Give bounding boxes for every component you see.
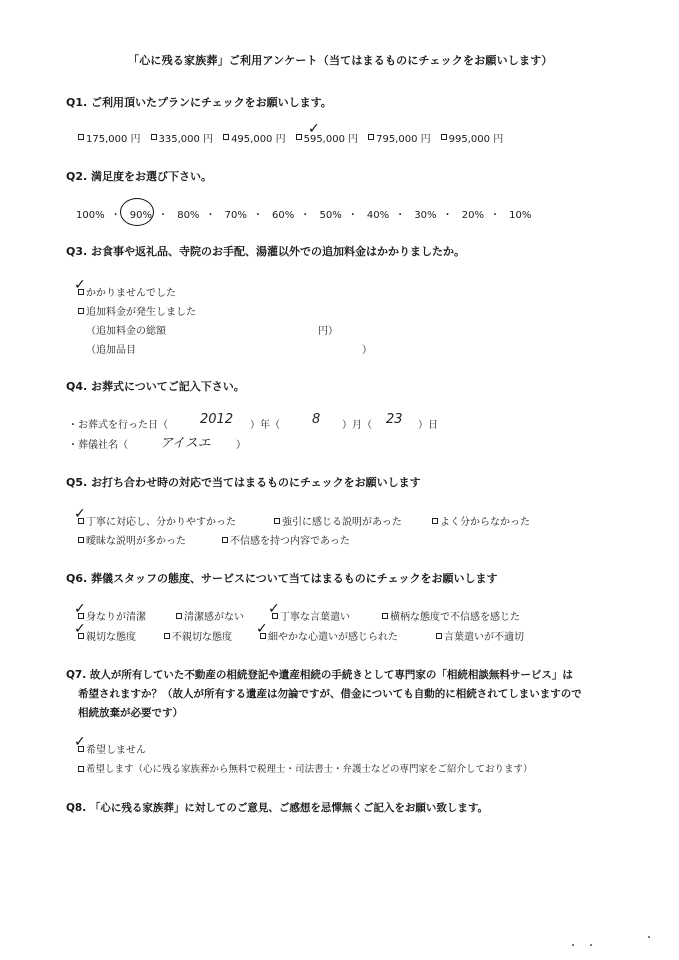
q6-option-unkind[interactable]: 不親切な態度 (164, 628, 232, 643)
q2-option-90[interactable]: 90% (129, 210, 153, 221)
q2-label: Q2. 満足度をお選び下さい。 (66, 170, 213, 183)
q7-label-line2: 希望されますか？（故人が所有する遺産は勿論ですが、借金についても自動的に相続されてしまいますので (78, 688, 582, 700)
q5-option-unclear[interactable]: よく分からなかった (432, 513, 530, 528)
checkbox-icon[interactable] (78, 537, 84, 543)
q1-label: Q1. ご利用頂いたプランにチェックをお願いします。 (66, 96, 332, 109)
q1-option-795000[interactable]: 795,000 円 (368, 130, 431, 145)
q6-option-arrogant[interactable]: 横柄な態度で不信感を感じた (382, 608, 520, 623)
q6-label: Q6. 葬儀スタッフの態度、サービスについて当てはまるものにチェックをお願いします (66, 572, 498, 585)
q5-option-polite[interactable]: 丁寧に対応し、分かりやすかった (78, 513, 236, 528)
checkbox-icon[interactable] (78, 766, 84, 772)
q6-option-clean[interactable]: 身なりが清潔 (78, 608, 146, 623)
checkbox-icon[interactable] (222, 537, 228, 543)
q7-option-yes[interactable]: 希望します（心に残る家族葬から無料で税理士・司法書士・弁護士などの専門家をご紹介しております） (78, 761, 533, 775)
q4-month-unit: ）月（ (342, 420, 372, 431)
q7-option-no[interactable]: 希望しません (78, 741, 146, 756)
q1-option-995000[interactable]: 995,000 円 (441, 130, 504, 145)
q3-items-label: （追加品目 (86, 345, 136, 356)
scan-speck (590, 944, 592, 946)
checkbox-icon[interactable] (176, 613, 182, 619)
q1-option-335000[interactable]: 335,000 円 (151, 130, 214, 145)
q4-company-close: ） (236, 440, 246, 451)
q4-day-unit: ）日 (418, 420, 438, 431)
checkbox-icon[interactable] (441, 134, 447, 140)
checkbox-icon[interactable] (432, 518, 438, 524)
q6-option-polite-words[interactable]: 丁寧な言葉遣い (272, 608, 350, 623)
checkbox-icon[interactable] (223, 134, 229, 140)
q5-option-pushy[interactable]: 強引に感じる説明があった (274, 513, 402, 528)
q6-option-unclean[interactable]: 清潔感がない (176, 608, 244, 623)
q4-year-value[interactable]: 2012 (200, 412, 234, 427)
checkbox-icon[interactable] (164, 633, 170, 639)
checkbox-icon[interactable] (78, 308, 84, 314)
q8-label: Q8. 「心に残る家族葬」に対してのご意見、ご感想を忌憚無くご記入をお願い致します。 (66, 802, 489, 814)
q6-handwritten-check-icon: ✓ (268, 601, 280, 617)
q4-year-unit: ）年（ (250, 420, 280, 431)
q1-option-495000[interactable]: 495,000 円 (223, 130, 286, 145)
checkbox-icon[interactable] (78, 134, 84, 140)
q2-option-60[interactable]: 60% (272, 210, 295, 221)
checkbox-icon[interactable] (296, 134, 302, 140)
q6-handwritten-check-icon: ✓ (74, 621, 86, 637)
checkbox-icon[interactable] (368, 134, 374, 140)
q3-amount-unit: 円） (318, 326, 338, 337)
q2-option-70[interactable]: 70% (224, 210, 247, 221)
q3-label: Q3. お食事や返礼品、寺院のお手配、湯灌以外での追加料金はかかりましたか。 (66, 245, 466, 258)
q4-month-value[interactable]: 8 (312, 412, 321, 427)
q3-option-extra[interactable]: 追加料金が発生しました (78, 303, 196, 318)
q2-option-20[interactable]: 20% (461, 210, 484, 221)
checkbox-icon[interactable] (436, 633, 442, 639)
q4-label: Q4. お葬式についてご記入下さい。 (66, 380, 245, 393)
q2-selection-circle-icon (120, 198, 154, 226)
q2-option-10[interactable]: 10% (509, 210, 532, 221)
q2-option-40[interactable]: 40% (366, 210, 390, 221)
survey-title: 「心に残る家族葬」ご利用アンケート（当てはまるものにチェックをお願いします） (128, 54, 553, 67)
checkbox-icon[interactable] (151, 134, 157, 140)
checkbox-icon[interactable] (382, 613, 388, 619)
q2-option-30[interactable]: 30% (414, 210, 437, 221)
q3-handwritten-check-icon: ✓ (74, 277, 86, 293)
q7-label-line3: 相続放棄が必要です） (78, 707, 183, 719)
q6-handwritten-check-icon: ✓ (74, 601, 86, 617)
q5-label: Q5. お打ち合わせ時の対応で当てはまるものにチェックをお願いします (66, 476, 421, 489)
q1-handwritten-check-icon: ✓ (308, 121, 320, 137)
q2-satisfaction-scale: 100% ・ 90% ・ 80% ・ 70% ・ 60% ・ 50% ・ 40% ・ 30% ・ 20% ・ 10% (76, 210, 532, 221)
q4-company-label: ・葬儀社名（ (68, 440, 128, 451)
q3-option-no-extra[interactable]: かかりませんでした (78, 284, 176, 299)
q4-day-value[interactable]: 23 (386, 412, 403, 427)
q5-option-distrust[interactable]: 不信感を持つ内容であった (222, 532, 350, 547)
q1-option-595000[interactable]: 595,000 円 (296, 130, 359, 145)
scan-speck (572, 944, 574, 946)
q2-option-100[interactable]: 100% (76, 210, 105, 221)
q7-handwritten-check-icon: ✓ (74, 734, 86, 750)
q2-option-80[interactable]: 80% (177, 210, 200, 221)
q5-option-vague[interactable]: 曖昧な説明が多かった (78, 532, 186, 547)
q6-option-kind[interactable]: 親切な態度 (78, 628, 136, 643)
q7-label-line1: Q7. 故人が所有していた不動産の相続登記や遺産相続の手続きとして専門家の「相続相談無料サービス」は (66, 669, 573, 681)
q5-handwritten-check-icon: ✓ (74, 506, 86, 522)
scan-speck (648, 936, 650, 938)
q1-options (78, 130, 513, 145)
checkbox-icon[interactable] (274, 518, 280, 524)
q6-option-improper-words[interactable]: 言葉遣いが不適切 (436, 628, 524, 643)
q3-items-close: ） (362, 345, 372, 356)
q1-option-175000[interactable]: 175,000 円 (78, 130, 141, 145)
q4-date-label: ・お葬式を行った日（ (68, 420, 168, 431)
q6-handwritten-check-icon: ✓ (256, 621, 268, 637)
q2-option-50[interactable]: 50% (319, 210, 342, 221)
q3-amount-label: （追加料金の総額 (86, 326, 166, 337)
q6-option-attentive[interactable]: 細やかな心遣いが感じられた (260, 628, 398, 643)
q4-company-value[interactable]: アイスエ (160, 436, 211, 451)
